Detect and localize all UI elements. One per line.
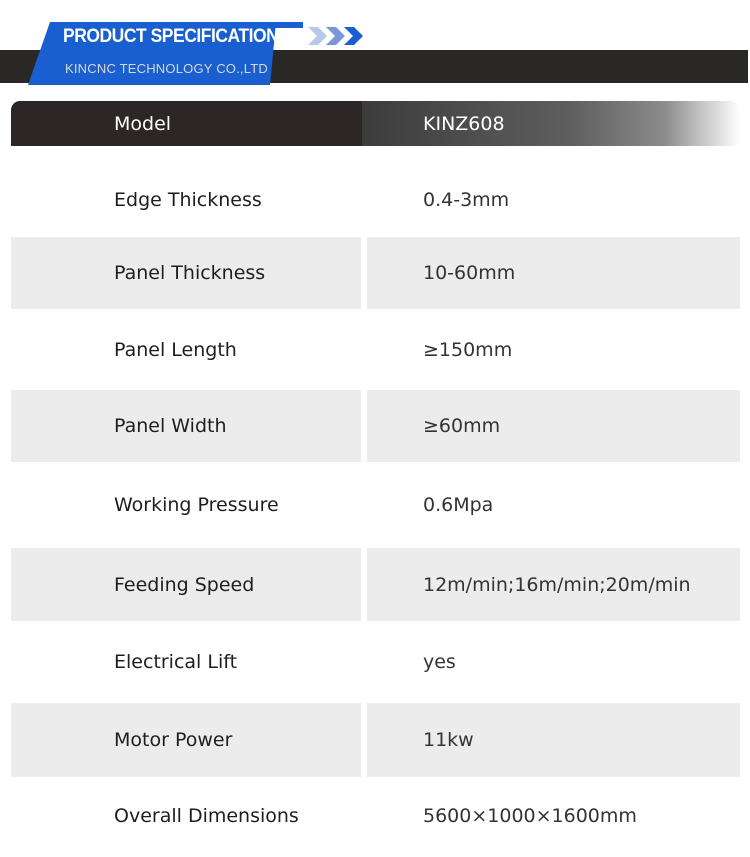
spec-value: 12m/min;16m/min;20m/min (367, 548, 740, 621)
table-row (11, 703, 740, 777)
spec-label: Edge Thickness (114, 188, 262, 211)
spec-label: Motor Power (11, 703, 361, 777)
table-row (11, 462, 740, 548)
triple-chevron-right-icon (306, 25, 366, 47)
spec-label: Feeding Speed (11, 548, 361, 621)
spec-value: 0.4-3mm (423, 188, 510, 211)
table-row (11, 548, 740, 621)
table-row (11, 777, 740, 855)
banner-subtitle: KINCNC TECHNOLOGY CO.,LTD (65, 61, 268, 76)
spec-value: ≥150mm (423, 338, 513, 361)
spec-label: Panel Width (11, 390, 361, 462)
spec-value: 5600×1000×1600mm (423, 805, 637, 827)
spec-value: 11kw (367, 703, 740, 777)
spec-label: Panel Length (114, 338, 237, 361)
table-row (11, 309, 740, 390)
table-row (11, 146, 740, 237)
table-row (11, 237, 740, 309)
spec-value: 0.6Mpa (423, 494, 494, 516)
table-row (11, 621, 740, 703)
spec-banner (0, 0, 750, 90)
spec-label: Electrical Lift (114, 651, 238, 673)
spec-value: yes (423, 651, 456, 673)
table-header-value: KINZ608 (362, 101, 740, 146)
table-header-row (11, 101, 740, 146)
table-row (11, 390, 740, 462)
spec-label: Overall Dimensions (114, 805, 299, 827)
banner-title: PRODUCT SPECIFICATION (63, 26, 279, 47)
spec-label: Panel Thickness (11, 237, 361, 309)
table-header-label: Model (11, 101, 362, 146)
spec-value: ≥60mm (367, 390, 740, 462)
spec-value: 10-60mm (367, 237, 740, 309)
spec-table (11, 101, 740, 855)
spec-label: Working Pressure (114, 494, 279, 516)
